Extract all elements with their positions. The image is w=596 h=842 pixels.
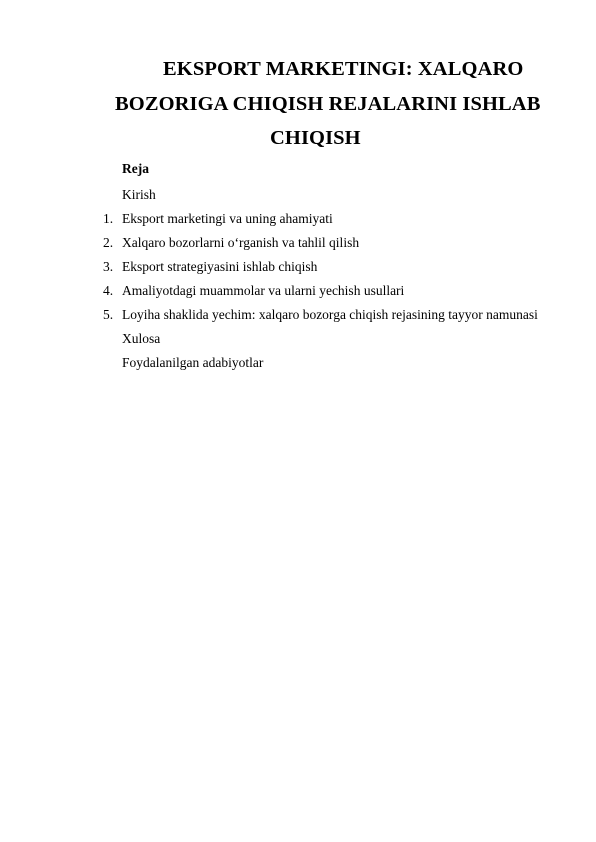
list-item-number: 1. — [103, 211, 114, 226]
list-item-number: 5. — [103, 307, 114, 322]
list-item-number: 4. — [103, 283, 114, 298]
intro-item: Kirish — [122, 187, 156, 202]
list-item-number: 2. — [103, 235, 114, 250]
list-item-text: Loyiha shaklida yechim: xalqaro bozorga chiqish rejasining tayyor namunasi — [122, 307, 538, 322]
list-item-text: Eksport marketingi va uning ahamiyati — [122, 211, 333, 226]
list-item-number: 3. — [103, 259, 114, 274]
list-item-text: Eksport strategiyasini ishlab chiqish — [122, 259, 318, 274]
references-item: Foydalanilgan adabiyotlar — [122, 355, 264, 370]
list-item-text: Amaliyotdagi muammolar va ularni yechish usullari — [122, 283, 405, 298]
plan-heading: Reja — [122, 161, 149, 176]
title-line-1: EKSPORT MARKETINGI: XALQARO — [163, 58, 524, 80]
title-line-3: CHIQISH — [270, 127, 361, 149]
title-line-2: BOZORIGA CHIQISH REJALARINI ISHLAB — [115, 93, 541, 115]
list-item-text: Xalqaro bozorlarni o‘rganish va tahlil qilish — [122, 235, 360, 250]
conclusion-item: Xulosa — [122, 331, 161, 346]
